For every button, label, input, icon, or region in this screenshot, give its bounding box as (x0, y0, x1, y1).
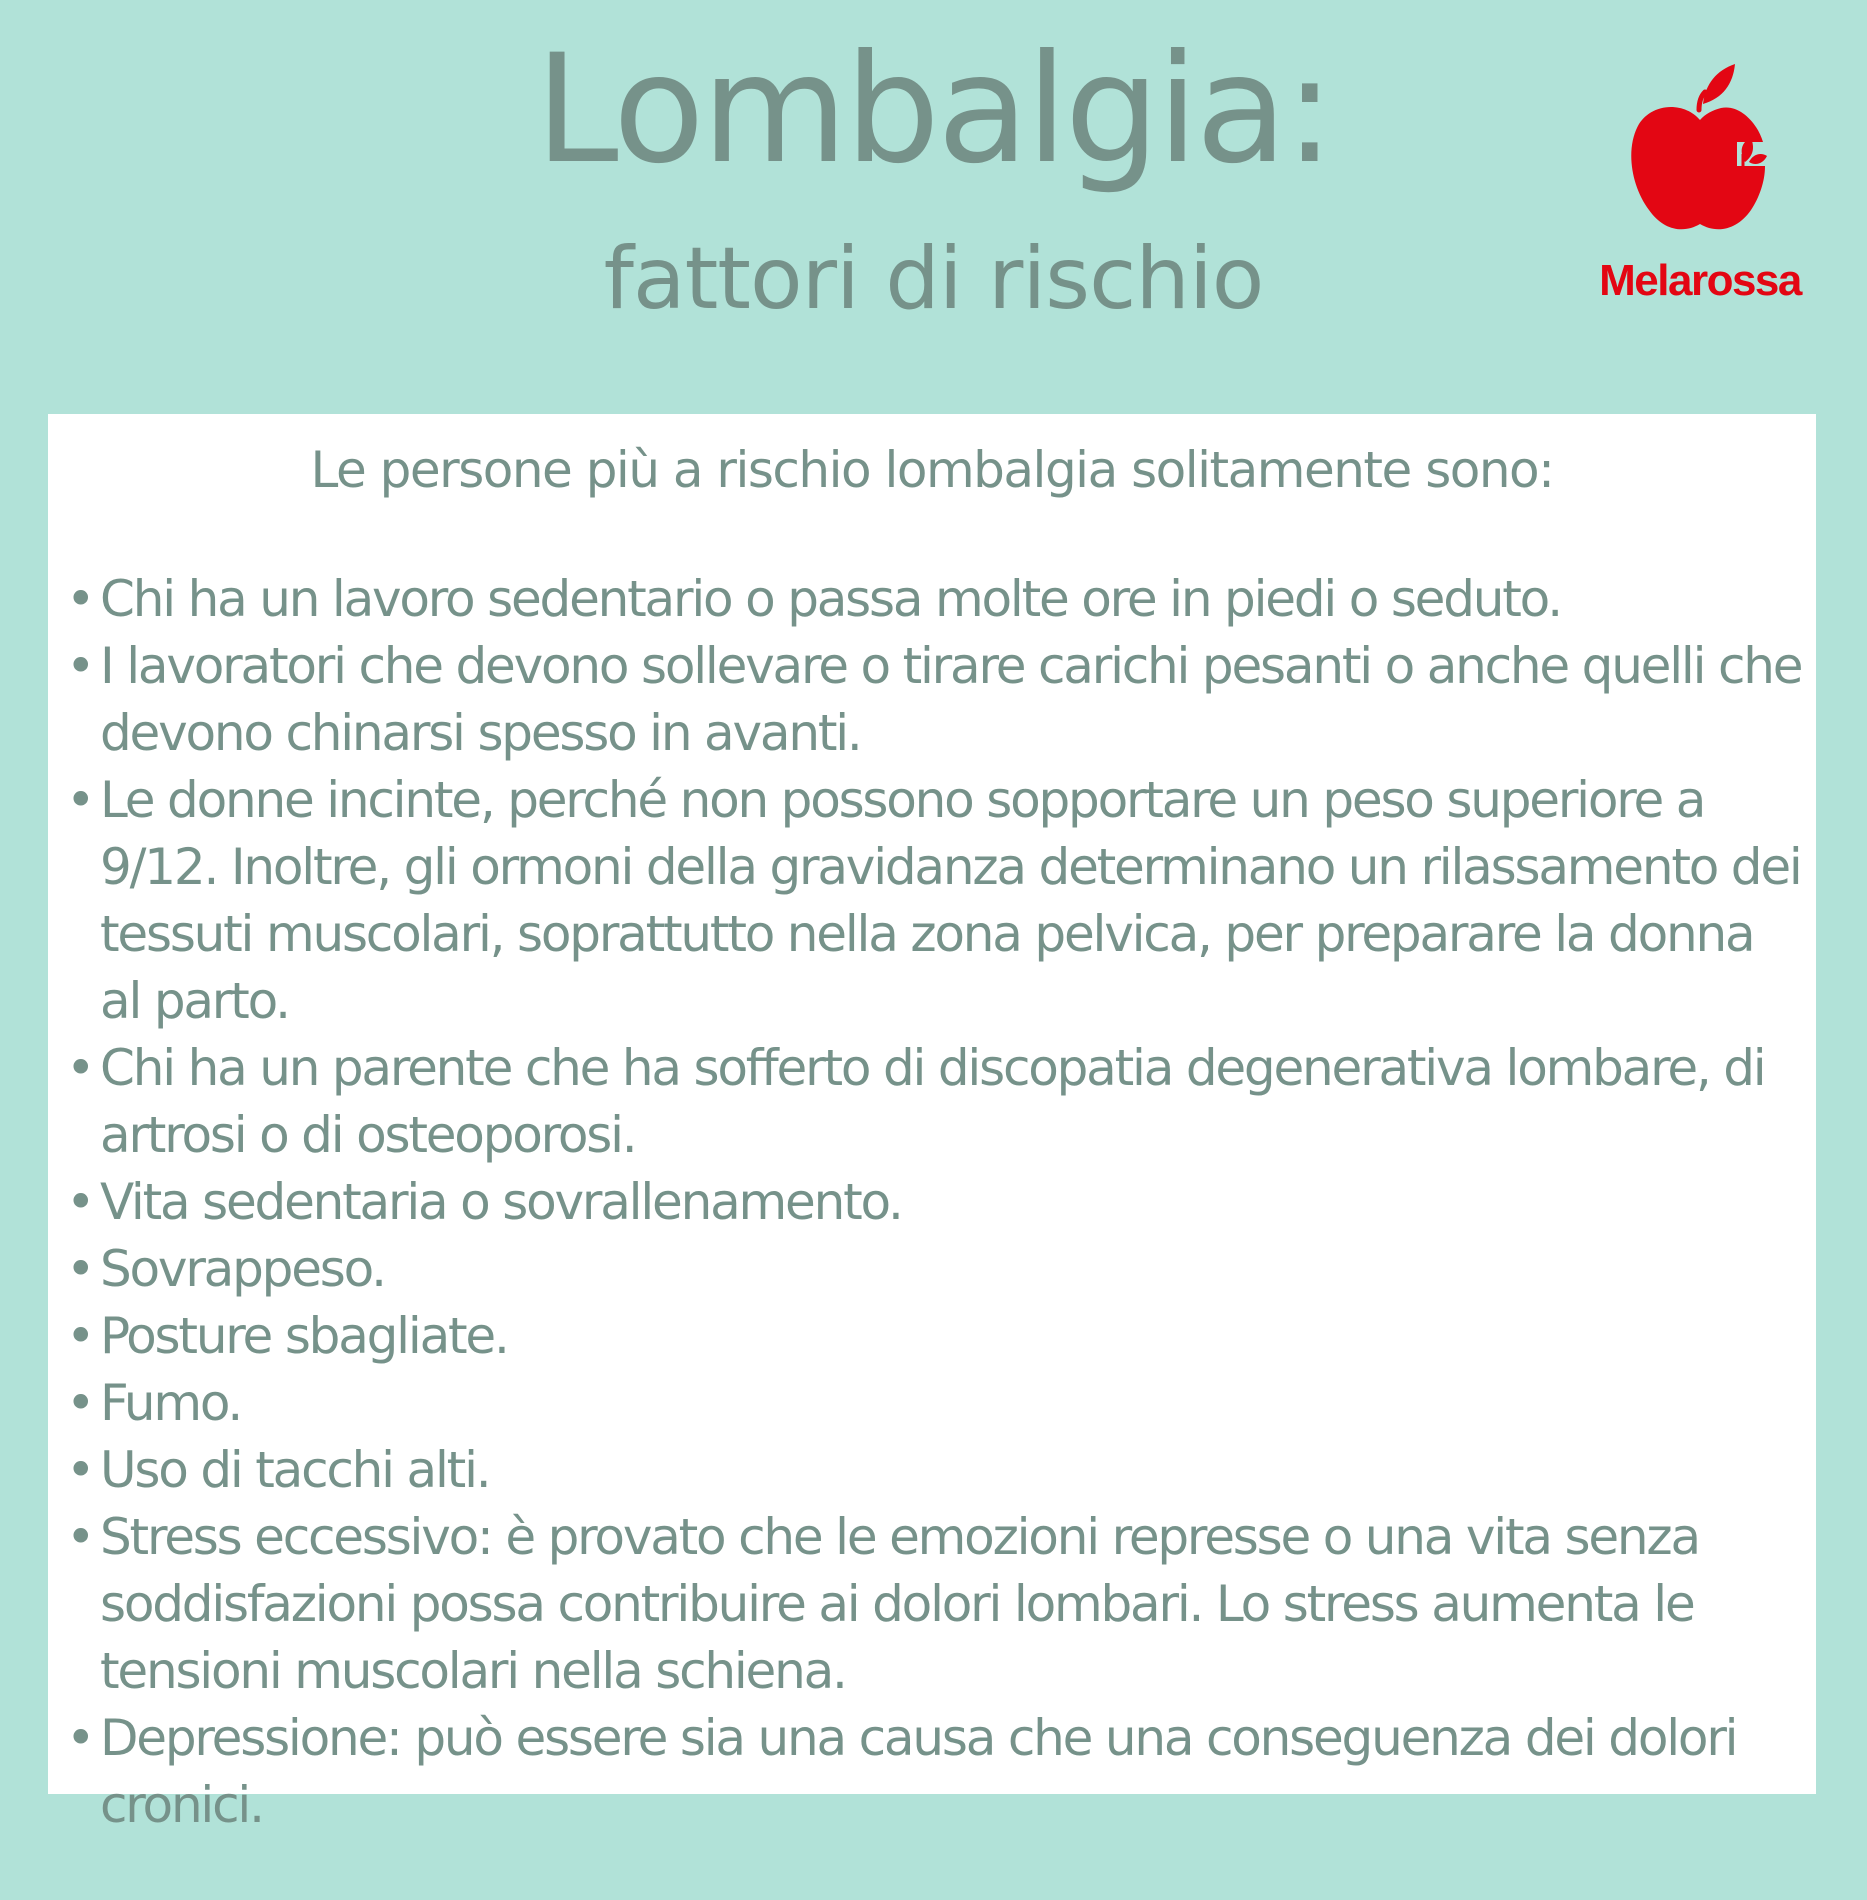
bullet-icon: • (66, 1709, 94, 1767)
bullet-icon: • (66, 1173, 94, 1231)
bullet-icon: • (66, 570, 94, 628)
list-item: • Posture sbagliate. (62, 1303, 1802, 1370)
bullet-icon: • (66, 1508, 94, 1566)
page-subtitle: fattori di rischio (603, 229, 1264, 329)
bullet-icon: • (66, 1374, 94, 1432)
list-item: • Chi ha un lavoro sedentario o passa molte ore in piedi o seduto. (62, 566, 1802, 633)
list-item: • Le donne incinte, perché non possono sopportare un peso superiore a 9/12. Inoltre, gli ormoni della gravidanza determinano un rilassamento dei tessuti muscolari, soprattutto nella zona pelvica, per preparare la donna al parto. (62, 767, 1802, 1035)
list-item: • Chi ha un parente che ha sofferto di discopatia degenerativa lombare, di artrosi o di osteoporosi. (62, 1035, 1802, 1169)
bullet-icon: • (66, 1441, 94, 1499)
intro-text: Le persone più a rischio lombalgia solitamente sono: (310, 441, 1554, 499)
bullet-icon: • (66, 771, 94, 829)
list-item: • Stress eccessivo: è provato che le emozioni represse o una vita senza soddisfazioni possa contribuire ai dolori lombari. Lo stress aumenta le tensioni muscolari nella schiena. (62, 1504, 1802, 1705)
list-item: • Depressione: può essere sia una causa che una conseguenza dei dolori cronici. (62, 1705, 1802, 1839)
bullet-icon: • (66, 1307, 94, 1365)
list-item: • Vita sedentaria o sovrallenamento. (62, 1169, 1802, 1236)
bullet-icon: • (66, 1039, 94, 1097)
apple-icon (1625, 62, 1775, 242)
page-title: Lombalgia: (535, 23, 1332, 197)
brand-logo (1585, 62, 1815, 312)
bullet-icon: • (66, 1240, 94, 1298)
bullet-icon: • (66, 637, 94, 695)
list-item: • Fumo. (62, 1370, 1802, 1437)
content-card (48, 414, 1816, 1834)
list-item: • Sovrappeso. (62, 1236, 1802, 1303)
list-item: • I lavoratori che devono sollevare o tirare carichi pesanti o anche quelli che devono chinarsi spesso in avanti. (62, 633, 1802, 767)
list-item: • Uso di tacchi alti. (62, 1437, 1802, 1504)
risk-factor-list (62, 566, 1802, 1839)
brand-name: Melarossa (1599, 256, 1801, 305)
